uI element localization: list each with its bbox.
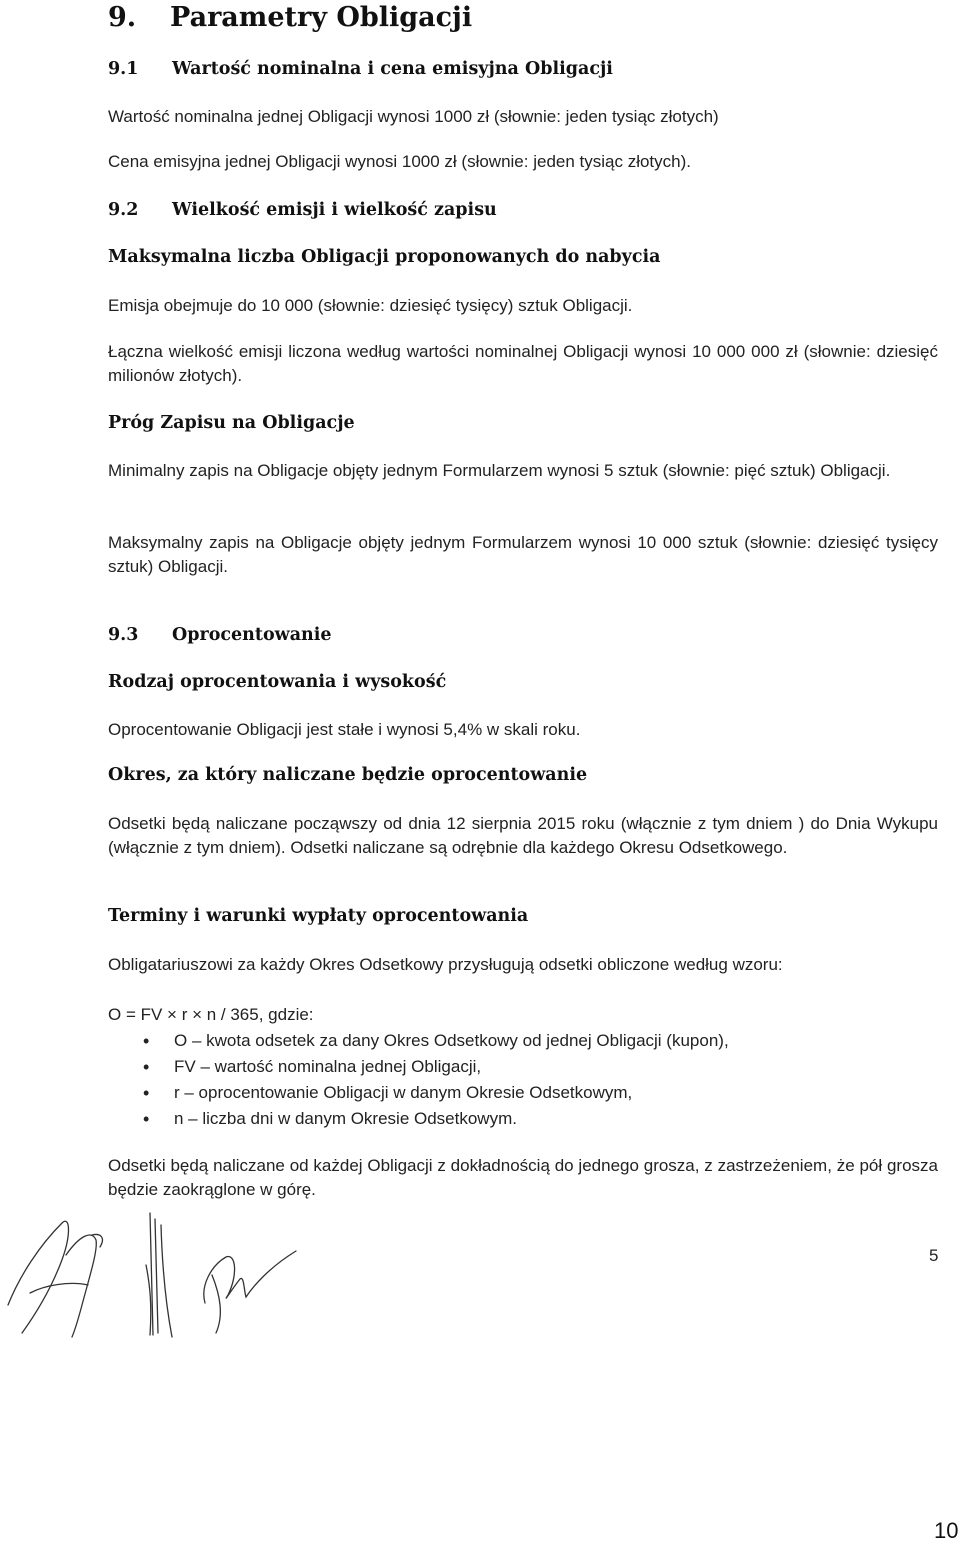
subsection-9-1-number: 9.1 bbox=[108, 59, 139, 79]
issue-price-paragraph: Cena emisyjna jednej Obligacji wynosi 1000 zł (słownie: jeden tysiąc złotych). bbox=[108, 152, 691, 171]
subsection-9-2-number: 9.2 bbox=[108, 200, 139, 220]
section-number: 9. bbox=[108, 2, 137, 33]
maximum-subscription-paragraph: Maksymalny zapis na Obligacje objęty jednym Formularzem wynosi 10 000 sztuk (słownie: dziesięć tysięcy sztuk) Obligacji. bbox=[108, 533, 938, 576]
list-item: • FV – wartość nominalna jednej Obligacji, bbox=[108, 1054, 729, 1080]
subsection-9-2-heading bbox=[108, 200, 497, 220]
max-bonds-heading: Maksymalna liczba Obligacji proponowanych do nabycia bbox=[108, 247, 661, 267]
subsection-9-3-heading bbox=[108, 625, 332, 645]
section-title: Parametry Obligacji bbox=[170, 2, 473, 33]
interest-formula-intro: Obligatariuszowi za każdy Okres Odsetkowy przysługują odsetki obliczone według wzoru: bbox=[108, 955, 783, 974]
rounding-paragraph: Odsetki będą naliczane od każdej Obligacji z dokładnością do jednego grosza, z zastrzeżeniem, że pół grosza będzie zaokrąglone w górę. bbox=[108, 1156, 938, 1199]
total-issue-value-paragraph: Łączna wielkość emisji liczona według wartości nominalnej Obligacji wynosi 10 000 000 zł (słownie: dziesięć milionów złotych). bbox=[108, 342, 938, 385]
subsection-9-1-title: Wartość nominalna i cena emisyjna Obligacji bbox=[172, 59, 613, 79]
list-item: • n – liczba dni w danym Okresie Odsetkowym. bbox=[108, 1106, 729, 1132]
subsection-9-3-number: 9.3 bbox=[108, 625, 139, 645]
nominal-value-paragraph: Wartość nominalna jednej Obligacji wynosi 1000 zł (słownie: jeden tysiąc złotych) bbox=[108, 107, 719, 126]
minimum-subscription-paragraph: Minimalny zapis na Obligacje objęty jednym Formularzem wynosi 5 sztuk (słownie: pięć sztuk) Obligacji. bbox=[108, 461, 891, 480]
interest-type-heading: Rodzaj oprocentowania i wysokość bbox=[108, 672, 447, 692]
interest-payment-heading: Terminy i warunki wypłaty oprocentowania bbox=[108, 906, 529, 926]
interest-period-paragraph: Odsetki będą naliczane począwszy od dnia 12 sierpnia 2015 roku (włącznie z tym dniem ) do Dnia Wykupu (włącznie z tym dniem). Odsetki naliczane są odrębnie dla każdego Okresu Odsetkowego. bbox=[108, 814, 938, 857]
list-item: • O – kwota odsetek za dany Okres Odsetkowy od jednej Obligacji (kupon), bbox=[108, 1028, 729, 1054]
handwritten-signatures bbox=[0, 1205, 340, 1345]
interest-rate-paragraph: Oprocentowanie Obligacji jest stałe i wynosi 5,4% w skali roku. bbox=[108, 720, 581, 739]
inner-page-number: 5 bbox=[929, 1246, 939, 1265]
subsection-9-3-title: Oprocentowanie bbox=[172, 625, 332, 645]
subsection-9-1-heading bbox=[108, 59, 613, 79]
interest-formula: O = FV × r × n / 365, gdzie: bbox=[108, 1005, 314, 1024]
interest-period-heading: Okres, za który naliczane będzie oprocentowanie bbox=[108, 765, 588, 785]
formula-variables-list bbox=[108, 1028, 729, 1132]
subscription-threshold-heading: Próg Zapisu na Obligacje bbox=[108, 413, 355, 433]
section-heading bbox=[108, 2, 472, 33]
subsection-9-2-title: Wielkość emisji i wielkość zapisu bbox=[172, 200, 497, 220]
page-number: 10 bbox=[934, 1518, 959, 1543]
list-item: • r – oprocentowanie Obligacji w danym Okresie Odsetkowym, bbox=[108, 1080, 729, 1106]
issue-size-paragraph: Emisja obejmuje do 10 000 (słownie: dziesięć tysięcy) sztuk Obligacji. bbox=[108, 296, 633, 315]
